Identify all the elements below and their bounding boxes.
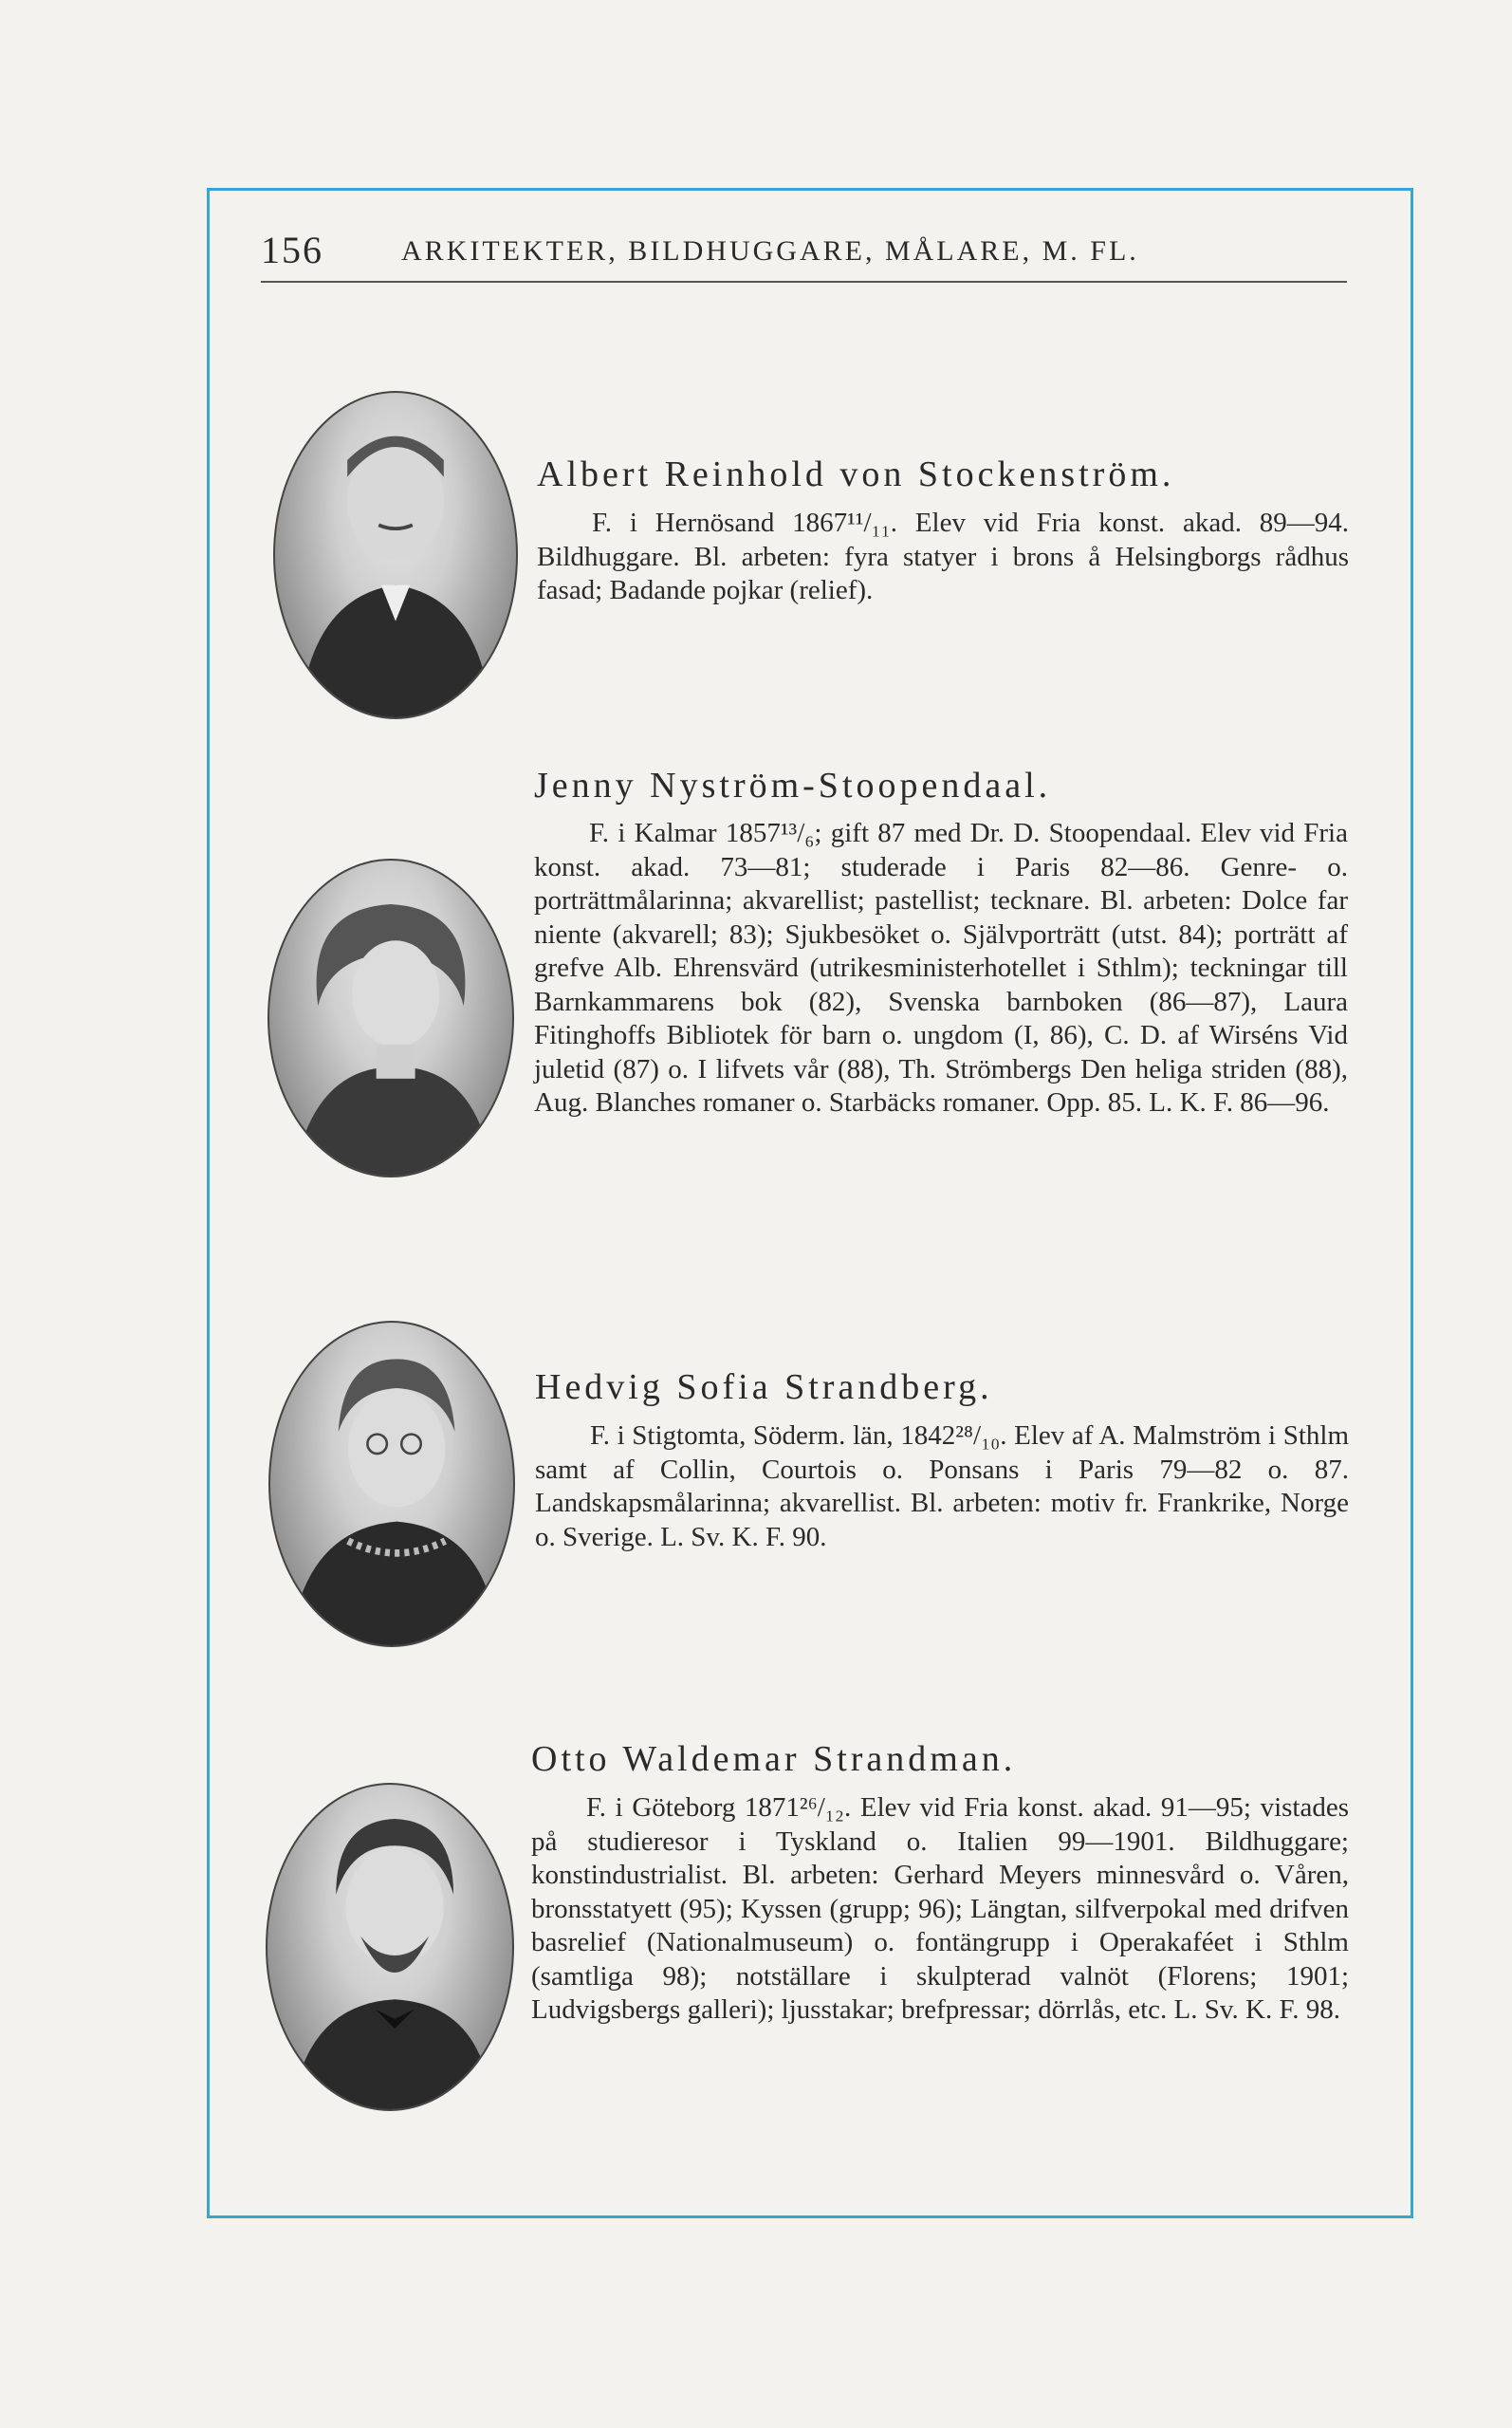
- entry-name: Jenny Nyström-Stoopendaal.: [534, 766, 1052, 806]
- entry-text: F. i Göteborg 1871²⁶/₁₂. Elev vid Fria konst. akad. 91—95; vistades på studieresor i Tyskland o. Italien 99—1901. Bildhuggare; konstindustrialist. Bl. arbeten: Gerhard Meyers minnesvård o. Våren, bronsstatyett (95); Kyssen (grupp; 96); Längtan, silfverpokal med drifven basrelief (Nationalmuseum) o. fontängrupp i Operakaféet i Sthlm (samtliga 98); notställare i skulpterad valnöt (Florens; 1901; Ludvigsbergs galleri); ljusstakar; brefpressar; dörrlås, etc. L. Sv. K. F. 98.: [531, 1792, 1349, 2025]
- entry-text: F. i Kalmar 1857¹³/₆; gift 87 med Dr. D. Stoopendaal. Elev vid Fria konst. akad. 73—81; studerade i Paris 82—86. Genre- o. porträttmålarinna; akvarellist; pastellist; tecknare. Bl. arbeten: Dolce far niente (akvarell; 83); Sjukbesöket o. Självporträtt (utst. 84); porträtt af grefve Alb. Ehrensvärd (utrikesministerhotellet i Sthlm); teckningar till Barnkammarens bok (82), Svenska barnboken (86—87), Laura Fitinghoffs Bibliotek för barn o. ungdom (I, 86), C. D. af Wirséns Vid juletid (87) o. I lifvets vår (88), Th. Strömbergs Den heliga striden (88), Aug. Blanches romaner o. Starbäcks romaner. Opp. 85. L. K. F. 86—96.: [534, 818, 1348, 1118]
- entry-name: Otto Waldemar Strandman.: [531, 1739, 1017, 1779]
- entry-name: Albert Reinhold von Stockenström.: [537, 454, 1175, 494]
- portrait-photo: [273, 391, 518, 719]
- portrait-photo: [268, 1321, 515, 1647]
- entry-text: F. i Stigtomta, Söderm. län, 1842²⁸/₁₀. Elev af A. Malmström i Sthlm samt af Collin, Courtois o. Ponsans i Paris 79—82 o. 87. Landskapsmålarinna; akvarellist. Bl. arbeten: motiv fr. Frankrike, Norge o. Sverige. L. Sv. K. F. 90.: [535, 1420, 1349, 1552]
- page-number: 156: [261, 229, 323, 271]
- running-head: ARKITEKTER, BILDHUGGARE, MÅLARE, M. FL.: [401, 235, 1139, 267]
- entry-name: Hedvig Sofia Strandberg.: [535, 1367, 993, 1407]
- portrait-photo: [267, 859, 514, 1177]
- page-header: [261, 228, 1347, 283]
- portrait-photo: [266, 1783, 514, 2111]
- entry-text: F. i Hernösand 1867¹¹/₁₁. Elev vid Fria konst. akad. 89—94. Bildhuggare. Bl. arbeten: fyra statyer i brons å Helsingborgs rådhus fasad; Badande pojkar (relief).: [537, 508, 1349, 605]
